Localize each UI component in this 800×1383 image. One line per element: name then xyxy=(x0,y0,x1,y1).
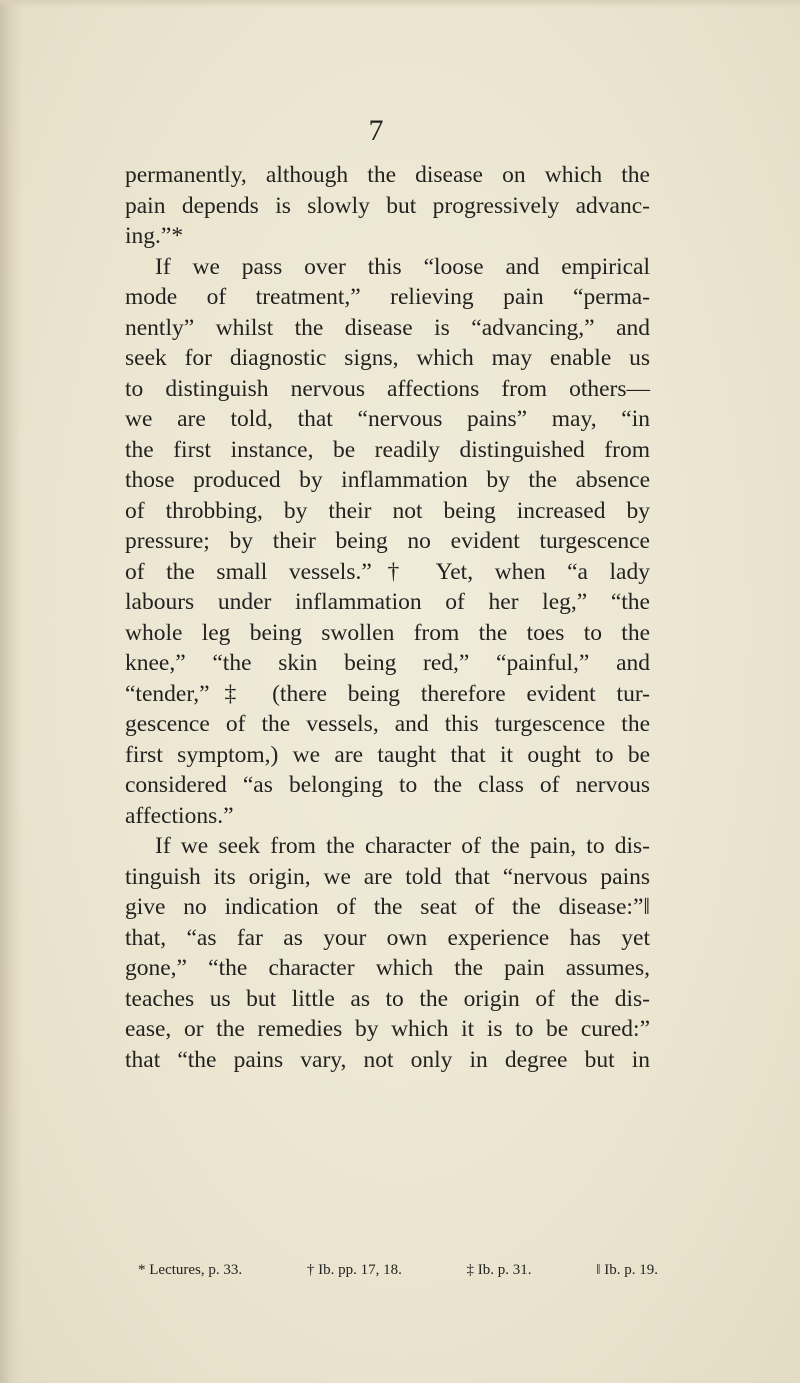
text-line: that, “as far as your own experience has yet xyxy=(125,924,650,951)
text-line: permanently, although the disease on which the xyxy=(125,162,650,188)
text-line: we are told, that “nervous pains” may, “in xyxy=(125,406,650,432)
footnote: ‖ Ib. p. 19. xyxy=(596,1262,658,1278)
text-line: those produced by inflammation by the absence xyxy=(125,467,650,493)
text-line: the first instance, be readily distinguished from xyxy=(125,436,650,463)
text-line: “tender,”‡ (there being therefore evident tur- xyxy=(125,680,650,707)
text-line: tinguish its origin, we are told that “nervous pains xyxy=(125,863,650,890)
text-line: seek for diagnostic signs, which may enable us xyxy=(125,345,650,371)
text-line: pressure; by their being no evident turgescence xyxy=(125,528,650,554)
text-line: of the small vessels.”† Yet, when “a lady xyxy=(125,558,650,585)
body-text xyxy=(125,160,650,1075)
text-line: ing.”* xyxy=(125,223,184,249)
page-number: 7 xyxy=(368,114,384,147)
text-line: of throbbing, by their not being increased by xyxy=(125,497,650,524)
text-line: to distinguish nervous affections from others— xyxy=(125,375,650,402)
text-line: knee,” “the skin being red,” “painful,” and xyxy=(125,650,650,676)
binding-shadow xyxy=(0,0,22,1383)
text-line: considered “as belonging to the class of nervous xyxy=(125,772,650,798)
footnote: † Ib. pp. 17, 18. xyxy=(306,1262,402,1278)
text-line: mode of treatment,” relieving pain “perma- xyxy=(125,284,650,310)
text-line: nently” whilst the disease is “advancing,” and xyxy=(125,314,650,341)
text-line: teaches us but little as to the origin of the dis- xyxy=(125,985,650,1012)
text-line: gescence of the vessels, and this turgescence the xyxy=(125,711,650,737)
text-line: labours under inflammation of her leg,” “the xyxy=(125,589,650,615)
text-line: ease, or the remedies by which it is to be cured:” xyxy=(125,1016,650,1042)
text-line: pain depends is slowly but progressively advanc- xyxy=(125,192,650,219)
text-line: first symptom,) we are taught that it ought to be xyxy=(125,741,650,768)
page-top-edge xyxy=(0,0,800,8)
text-line: give no indication of the seat of the disease:”‖ xyxy=(125,894,650,920)
text-line: whole leg being swollen from the toes to the xyxy=(125,619,650,646)
footnotes xyxy=(138,1261,658,1279)
text-line: If we pass over this “loose and empirical xyxy=(155,253,650,280)
text-line: If we seek from the character of the pain, to dis- xyxy=(155,833,650,859)
footnote: * Lectures, p. 33. xyxy=(138,1262,243,1278)
text-line: gone,” “the character which the pain assumes, xyxy=(125,955,650,981)
text-line: affections.” xyxy=(125,802,234,829)
footnote: ‡ Ib. p. 31. xyxy=(466,1262,532,1278)
text-line: that “the pains vary, not only in degree but in xyxy=(125,1046,650,1073)
